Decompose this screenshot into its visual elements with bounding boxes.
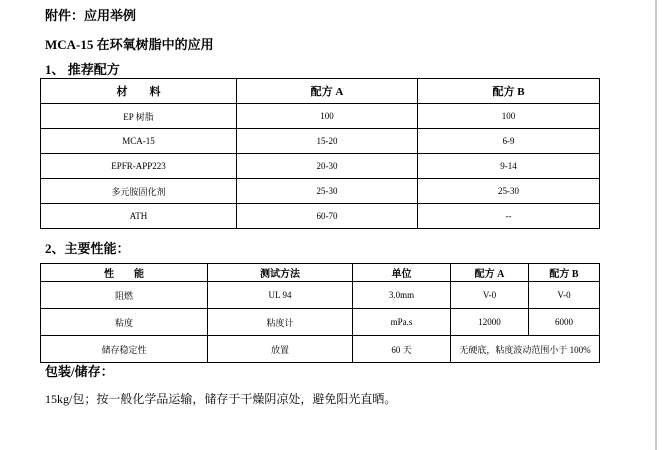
material-cell: EP 树脂 bbox=[41, 104, 237, 129]
property-cell: 储存稳定性 bbox=[41, 336, 208, 363]
section-recommended-formula-title: 1、 推荐配方 bbox=[45, 62, 120, 77]
packaging-text: 15kg/包；按一般化学品运输，储存于干燥阴凉处，避免阳光直晒。 bbox=[45, 392, 397, 406]
performance-table-header bbox=[41, 264, 600, 282]
header-test-method: 测试方法 bbox=[208, 264, 353, 282]
formula-b-cell: 6-9 bbox=[418, 129, 600, 154]
table-row bbox=[41, 282, 600, 309]
formula-a-cell: 100 bbox=[237, 104, 418, 129]
formula-b-cell: 9-14 bbox=[418, 154, 600, 179]
header-property: 性 能 bbox=[41, 264, 208, 282]
formula-b-cell: 6000 bbox=[529, 309, 600, 336]
formula-a-cell: 25-30 bbox=[237, 179, 418, 204]
unit-cell: mPa.s bbox=[353, 309, 451, 336]
header-formula-b: 配方 B bbox=[529, 264, 600, 282]
header-unit: 单位 bbox=[353, 264, 451, 282]
method-cell: 放置 bbox=[208, 336, 353, 363]
formula-a-cell: 60-70 bbox=[237, 204, 418, 229]
formula-a-cell: 15-20 bbox=[237, 129, 418, 154]
unit-cell: 60 天 bbox=[353, 336, 451, 363]
method-cell: 粘度计 bbox=[208, 309, 353, 336]
table-row bbox=[41, 129, 600, 154]
formula-table-header bbox=[41, 79, 600, 104]
material-cell: EPFR-APP223 bbox=[41, 154, 237, 179]
formula-b-cell: 25-30 bbox=[418, 179, 600, 204]
section-main-properties-title: 2、主要性能： bbox=[45, 241, 130, 256]
table-row bbox=[41, 154, 600, 179]
table-row bbox=[41, 336, 600, 363]
storage-result-cell: 无硬底，粘度波动范围小于 100% bbox=[451, 336, 600, 363]
packaging-title: 包装/储存： bbox=[45, 364, 114, 379]
page-edge-rule bbox=[655, 0, 657, 450]
header-formula-a: 配方 A bbox=[451, 264, 529, 282]
table-row bbox=[41, 309, 600, 336]
table-row bbox=[41, 179, 600, 204]
property-cell: 阻燃 bbox=[41, 282, 208, 309]
formula-b-cell: 100 bbox=[418, 104, 600, 129]
formula-a-cell: 20-30 bbox=[237, 154, 418, 179]
formula-b-cell: V-0 bbox=[529, 282, 600, 309]
property-cell: 粘度 bbox=[41, 309, 208, 336]
formula-table bbox=[40, 78, 600, 229]
unit-cell: 3.0mm bbox=[353, 282, 451, 309]
table-row bbox=[41, 204, 600, 229]
material-cell: ATH bbox=[41, 204, 237, 229]
header-formula-a: 配方 A bbox=[237, 79, 418, 104]
material-cell: MCA-15 bbox=[41, 129, 237, 154]
formula-a-cell: 12000 bbox=[451, 309, 529, 336]
header-formula-b: 配方 B bbox=[418, 79, 600, 104]
appendix-title: 附件：应用举例 bbox=[45, 8, 137, 23]
material-cell: 多元胺固化剂 bbox=[41, 179, 237, 204]
header-material: 材 料 bbox=[41, 79, 237, 104]
formula-b-cell: -- bbox=[418, 204, 600, 229]
method-cell: UL 94 bbox=[208, 282, 353, 309]
formula-a-cell: V-0 bbox=[451, 282, 529, 309]
document-title: MCA-15 在环氧树脂中的应用 bbox=[45, 37, 214, 52]
table-row bbox=[41, 104, 600, 129]
performance-table bbox=[40, 263, 600, 363]
